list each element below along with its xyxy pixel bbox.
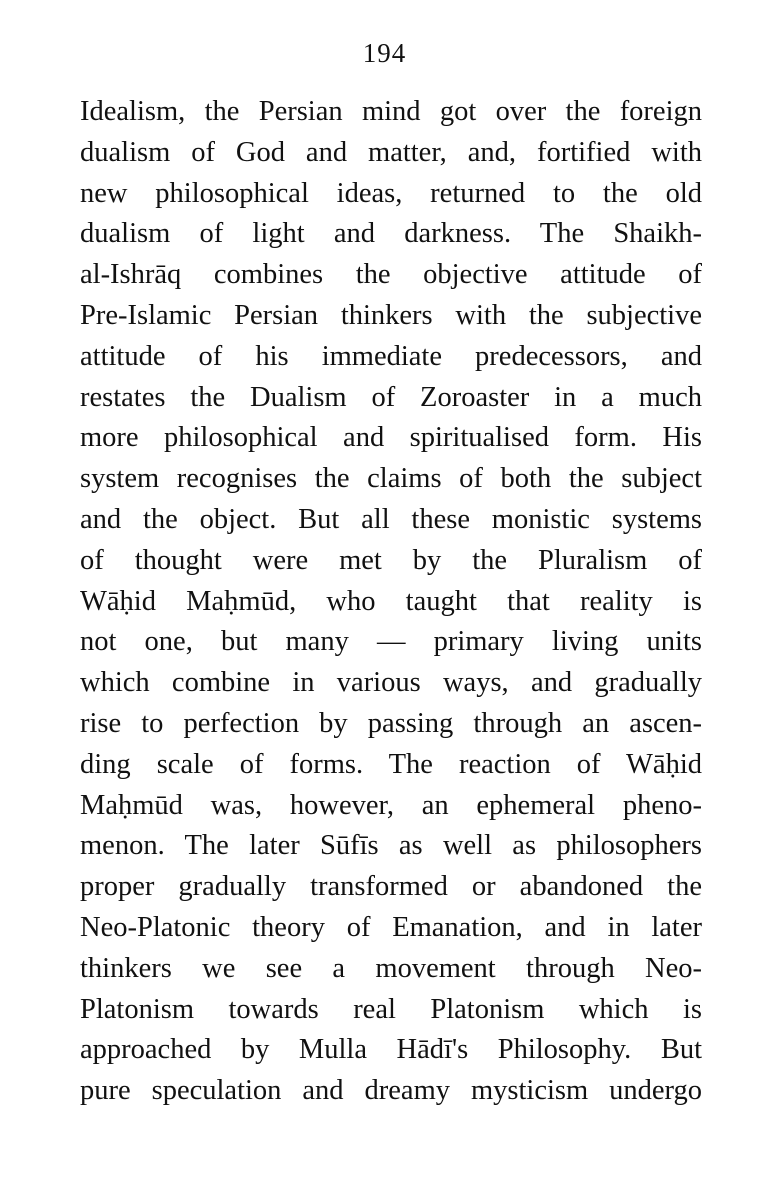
text-line: ding scale of forms. The reaction of Wāḥid <box>80 748 702 780</box>
text-line: rise to perfection by passing through an ascen- <box>80 707 702 739</box>
text-line: restates the Dualism of Zoroaster in a much <box>80 381 702 413</box>
text-line: of thought were met by the Pluralism of <box>80 544 702 576</box>
text-line: menon. The later Sūfīs as well as philosophers <box>80 830 702 862</box>
text-line: system recognises the claims of both the subject <box>80 463 702 495</box>
text-line: attitude of his immediate predecessors, and <box>80 340 702 372</box>
text-line: Neo-Platonic theory of Emanation, and in later <box>80 911 702 943</box>
text-line: Pre-Islamic Persian thinkers with the subjective <box>80 299 702 331</box>
text-line: which combine in various ways, and gradually <box>80 667 702 699</box>
text-line: dualism of light and darkness. The Shaikh- <box>80 218 702 250</box>
body-text <box>80 92 702 1112</box>
text-line: Maḥmūd was, however, an ephemeral pheno- <box>80 789 702 821</box>
text-line: more philosophical and spiritualised form. His <box>80 422 702 454</box>
text-line: not one, but many — primary living units <box>80 626 702 658</box>
text-line: approached by Mulla Hādī's Philosophy. But <box>80 1034 702 1066</box>
text-line: proper gradually transformed or abandoned the <box>80 871 702 903</box>
text-line: pure speculation and dreamy mysticism undergo <box>80 1075 702 1107</box>
page-number: 194 <box>362 38 407 68</box>
text-line: and the object. But all these monistic systems <box>80 503 702 535</box>
text-line: new philosophical ideas, returned to the old <box>80 177 702 209</box>
text-line: Idealism, the Persian mind got over the foreign <box>80 96 702 127</box>
text-line: thinkers we see a movement through Neo- <box>80 952 702 984</box>
text-line: Wāḥid Maḥmūd, who taught that reality is <box>80 585 702 617</box>
text-line: Platonism towards real Platonism which is <box>80 993 702 1025</box>
text-line: al-Ishrāq combines the objective attitude of <box>80 259 702 291</box>
text-line: dualism of God and matter, and, fortified with <box>80 136 702 168</box>
